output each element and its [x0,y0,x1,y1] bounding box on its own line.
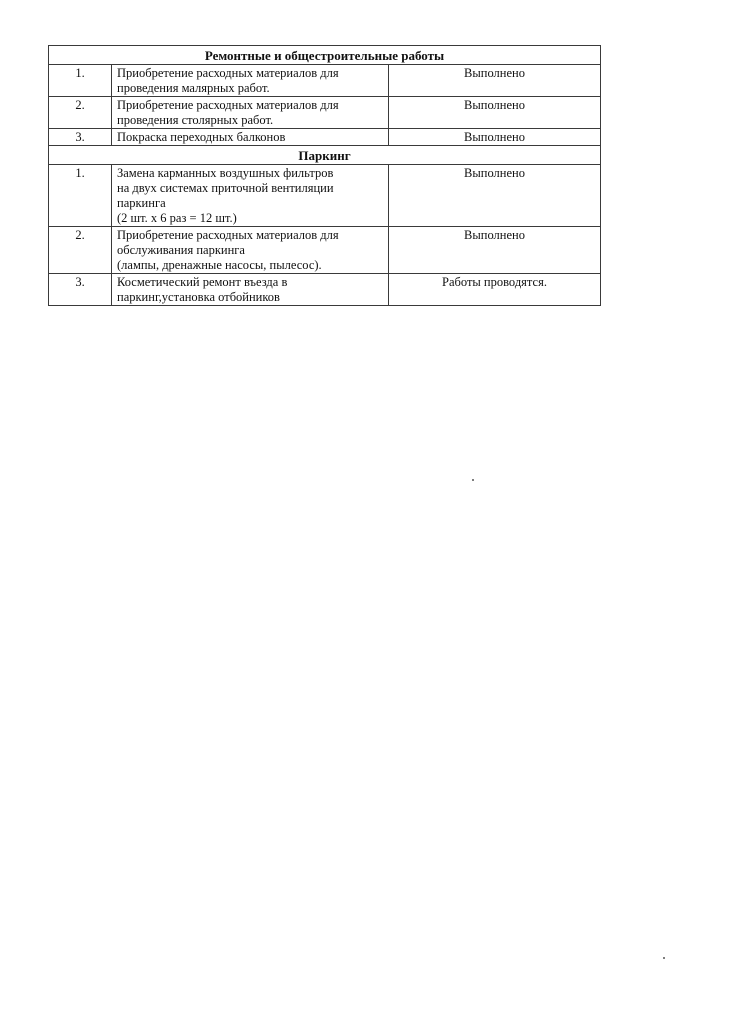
row-status: Выполнено [389,97,601,129]
description-line: Приобретение расходных материалов для [117,228,339,242]
row-number: 1. [49,65,112,97]
row-status: Выполнено [389,129,601,146]
row-description [112,165,389,227]
row-status: Выполнено [389,227,601,274]
scan-speck [472,479,474,481]
table-row [49,274,601,306]
description-line: Замена карманных воздушных фильтров [117,166,334,180]
row-number: 2. [49,227,112,274]
table-row [49,227,601,274]
section-header-row [49,146,601,165]
row-status: Работы проводятся. [389,274,601,306]
row-description [112,65,389,97]
description-line: паркинг,установка отбойников [117,290,280,304]
row-number: 3. [49,274,112,306]
row-description [112,274,389,306]
row-description [112,97,389,129]
description-line: обслуживания паркинга [117,243,245,257]
description-line: проведения малярных работ. [117,81,270,95]
description-line: Покраска переходных балконов [117,130,286,144]
table-row [49,97,601,129]
section-header-row [49,46,601,65]
description-line: паркинга [117,196,166,210]
description-line: Приобретение расходных материалов для [117,66,339,80]
works-table [48,45,601,306]
row-status: Выполнено [389,165,601,227]
description-line: на двух системах приточной вентиляции [117,181,334,195]
description-line: Косметический ремонт въезда в [117,275,288,289]
description-line: (2 шт. х 6 раз = 12 шт.) [117,211,237,225]
description-line: Приобретение расходных материалов для [117,98,339,112]
table-row [49,129,601,146]
section-title: Паркинг [49,146,601,165]
section-title: Ремонтные и общестроительные работы [49,46,601,65]
description-line: проведения столярных работ. [117,113,274,127]
row-number: 2. [49,97,112,129]
row-status: Выполнено [389,65,601,97]
table-row [49,165,601,227]
row-description [112,129,389,146]
scan-speck [663,957,665,959]
row-number: 3. [49,129,112,146]
description-line: (лампы, дренажные насосы, пылесос). [117,258,322,272]
row-description [112,227,389,274]
table-row [49,65,601,97]
row-number: 1. [49,165,112,227]
